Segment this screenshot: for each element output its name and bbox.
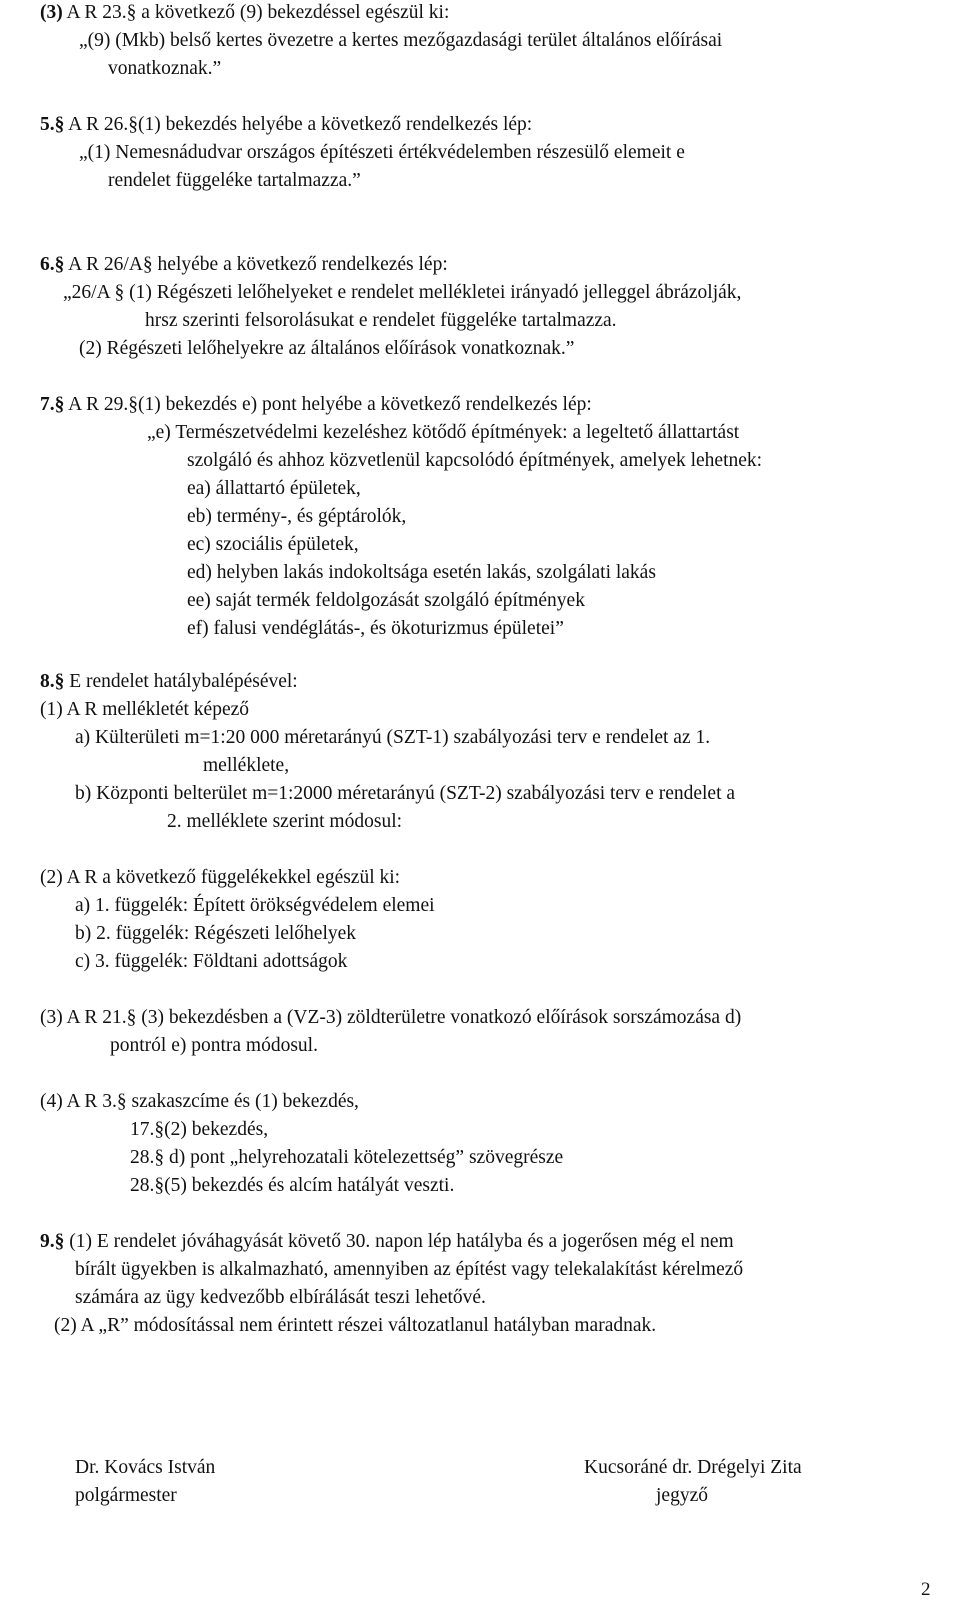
page-number: 2: [921, 1579, 931, 1600]
list-item: ee) saját termék feldolgozását szolgáló építmények: [187, 590, 585, 611]
text-line: melléklete,: [203, 755, 290, 776]
list-item: ec) szociális épületek,: [187, 534, 359, 555]
list-item: a) Külterületi m=1:20 000 méretarányú (SZT-1) szabályozási terv e rendelet az 1.: [75, 727, 711, 748]
section-7-heading: 7.§ A R 29.§(1) bekezdés e) pont helyébe a következő rendelkezés lép:: [40, 394, 592, 415]
text-line: „(9) (Mkb) belső kertes övezetre a kertes mezőgazdasági terület általános előírásai: [79, 30, 723, 51]
text-line: „(1) Nemesnádudvar országos építészeti értékvédelemben részesülő elemeit e: [79, 142, 685, 163]
section-9-heading: 9.§ (1) E rendelet jóváhagyását követő 30. napon lép hatályba és a jogerősen még el nem: [40, 1231, 734, 1252]
text-line: számára az ügy kedvezőbb elbírálását teszi lehetővé.: [75, 1287, 486, 1308]
signature-name-left: Dr. Kovács István: [75, 1457, 216, 1478]
section-5-heading: 5.§ A R 26.§(1) bekezdés helyébe a következő rendelkezés lép:: [40, 114, 533, 135]
signature-title-left: polgármester: [75, 1485, 177, 1506]
section-6-heading: 6.§ A R 26/A§ helyébe a következő rendelkezés lép:: [40, 254, 448, 275]
text-line: vonatkoznak.”: [108, 58, 222, 79]
text-line: (1) A R mellékletét képező: [40, 699, 250, 720]
list-item: b) 2. függelék: Régészeti lelőhelyek: [75, 923, 357, 944]
section-8-heading: 8.§ E rendelet hatálybalépésével:: [40, 671, 298, 692]
text-line: „e) Természetvédelmi kezeléshez kötődő építmények: a legeltető állattartást: [147, 422, 740, 443]
text-line: (3) A R 21.§ (3) bekezdésben a (VZ-3) zöldterületre vonatkozó előírások sorszámozása d): [40, 1007, 742, 1028]
list-item: a) 1. függelék: Épített örökségvédelem elemei: [75, 895, 435, 916]
text-line: rendelet függeléke tartalmazza.”: [108, 170, 361, 191]
list-item: ea) állattartó épületek,: [187, 478, 361, 499]
text-line: szolgáló és ahhoz közvetlenül kapcsolódó építmények, amelyek lehetnek:: [187, 450, 763, 471]
text-line: bírált ügyekben is alkalmazható, amennyiben az építést vagy telekalakítást kérelmező: [75, 1259, 744, 1280]
text-line: hrsz szerinti felsorolásukat e rendelet függeléke tartalmazza.: [145, 310, 617, 331]
list-item: b) Központi belterület m=1:2000 méretarányú (SZT-2) szabályozási terv e rendelet a: [75, 783, 736, 804]
text-line: (4) A R 3.§ szakaszcíme és (1) bekezdés,: [40, 1091, 359, 1112]
list-item: ef) falusi vendéglátás-, és ökoturizmus épületei”: [187, 618, 564, 639]
signature-title-right: jegyző: [656, 1485, 708, 1506]
list-item: eb) termény-, és géptárolók,: [187, 506, 407, 527]
paragraph-3-heading: (3) A R 23.§ a következő (9) bekezdéssel egészül ki:: [40, 2, 450, 23]
text-line: „26/A § (1) Régészeti lelőhelyeket e rendelet mellékletei irányadó jelleggel ábrázolják,: [63, 282, 742, 303]
text-line: (2) Régészeti lelőhelyekre az általános előírások vonatkoznak.”: [79, 338, 575, 359]
text-line: (2) A R a következő függelékekkel egészül ki:: [40, 867, 401, 888]
text-line: 2. melléklete szerint módosul:: [167, 811, 403, 832]
list-item: ed) helyben lakás indokoltsága esetén lakás, szolgálati lakás: [187, 562, 656, 583]
text-line: 28.§(5) bekezdés és alcím hatályát veszti.: [130, 1175, 455, 1196]
text-line: 28.§ d) pont „helyrehozatali kötelezettség” szövegrésze: [130, 1147, 564, 1168]
text-line: (2) A „R” módosítással nem érintett részei változatlanul hatályban maradnak.: [54, 1315, 657, 1336]
text-line: pontról e) pontra módosul.: [110, 1035, 318, 1056]
list-item: c) 3. függelék: Földtani adottságok: [75, 951, 348, 972]
text-line: 17.§(2) bekezdés,: [130, 1119, 269, 1140]
signature-name-right: Kucsoráné dr. Drégelyi Zita: [584, 1457, 802, 1478]
